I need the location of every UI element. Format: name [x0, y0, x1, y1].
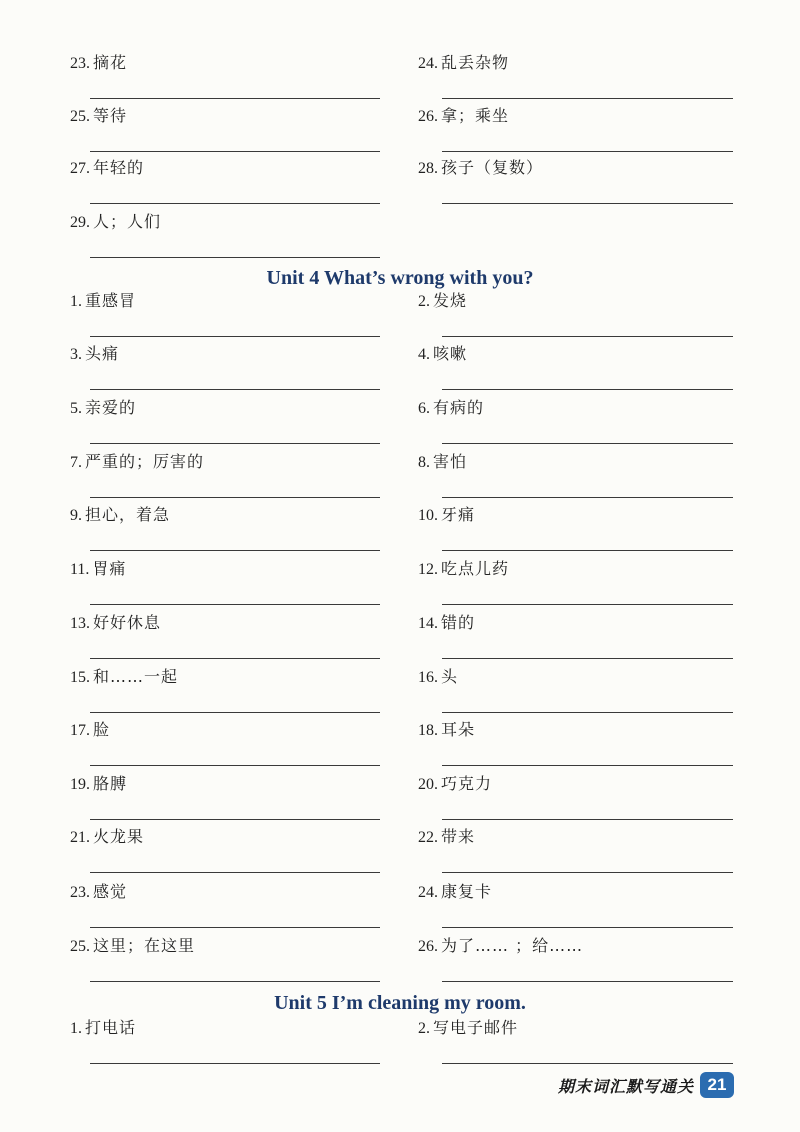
item-text: 严重的；厉害的: [85, 452, 205, 471]
item-number: 26.: [418, 108, 438, 125]
vocab-item: [70, 344, 400, 394]
vocab-prompt: [70, 1018, 136, 1039]
item-number: 16.: [418, 669, 438, 686]
vocab-row: [0, 291, 800, 341]
item-text: 害怕: [433, 452, 468, 471]
item-number: 18.: [418, 722, 438, 739]
vocab-prompt: [70, 212, 161, 233]
answer-line: [442, 497, 733, 498]
vocab-item: [70, 667, 400, 717]
vocab-item: [70, 559, 400, 609]
item-text: 康复卡: [441, 882, 493, 901]
vocab-item: [418, 158, 748, 208]
item-number: 1.: [70, 293, 82, 310]
item-text: 吃点儿药: [441, 559, 510, 578]
answer-line: [90, 550, 380, 551]
answer-line: [90, 981, 380, 982]
answer-line: [442, 819, 733, 820]
vocab-item: [70, 720, 400, 770]
item-text: 胃痛: [92, 559, 127, 578]
vocab-item: [70, 158, 400, 208]
vocab-prompt: [70, 53, 127, 74]
answer-line: [90, 497, 380, 498]
item-text: 发烧: [433, 291, 468, 310]
vocab-row: [0, 106, 800, 156]
item-text: 头痛: [85, 344, 120, 363]
vocab-prompt: [70, 398, 136, 419]
vocab-row: [0, 212, 800, 262]
vocab-row: [0, 53, 800, 103]
vocab-item: [70, 882, 400, 932]
item-number: 4.: [418, 346, 430, 363]
item-number: 1.: [70, 1020, 82, 1037]
vocab-item: [70, 774, 400, 824]
vocab-item: [418, 398, 748, 448]
vocab-row: [0, 344, 800, 394]
item-number: 20.: [418, 776, 438, 793]
item-text: 带来: [441, 827, 476, 846]
item-number: 24.: [418, 884, 438, 901]
answer-line: [90, 712, 380, 713]
vocab-item: [418, 1018, 748, 1068]
vocab-item: [70, 398, 400, 448]
item-number: 2.: [418, 1020, 430, 1037]
vocab-prompt: [70, 667, 178, 688]
item-text: 乱丢杂物: [441, 53, 510, 72]
answer-line: [90, 336, 380, 337]
vocab-row: [0, 559, 800, 609]
item-text: 等待: [93, 106, 128, 125]
answer-line: [90, 658, 380, 659]
vocab-row: [0, 398, 800, 448]
vocab-item: [418, 936, 748, 986]
vocab-prompt: [70, 936, 195, 957]
item-number: 3.: [70, 346, 82, 363]
vocab-item: [70, 827, 400, 877]
item-number: 24.: [418, 55, 438, 72]
vocab-prompt: [418, 720, 475, 741]
item-number: 23.: [70, 884, 90, 901]
vocab-prompt: [418, 667, 458, 688]
vocab-prompt: [418, 827, 475, 848]
item-text: 脸: [93, 720, 111, 739]
vocab-item: [418, 559, 748, 609]
answer-line: [90, 151, 380, 152]
answer-line: [90, 1063, 380, 1064]
vocab-prompt: [70, 774, 127, 795]
answer-line: [442, 336, 733, 337]
vocab-item: [70, 1018, 400, 1068]
vocab-item: [70, 936, 400, 986]
vocab-item: [418, 53, 748, 103]
item-text: 好好休息: [93, 613, 162, 632]
vocab-prompt: [418, 559, 509, 580]
answer-line: [442, 550, 733, 551]
vocab-row: [0, 452, 800, 502]
vocab-item: [70, 613, 400, 663]
item-text: 摘花: [93, 53, 128, 72]
item-number: 11.: [70, 561, 90, 578]
answer-line: [442, 443, 733, 444]
answer-line: [90, 927, 380, 928]
vocab-prompt: [70, 344, 119, 365]
unit-5-heading: Unit 5 I’m cleaning my room.: [274, 992, 526, 1014]
answer-line: [90, 765, 380, 766]
vocab-prompt: [70, 291, 136, 312]
item-text: 这里；在这里: [93, 936, 196, 955]
item-text: 感觉: [93, 882, 128, 901]
item-text: 耳朵: [441, 720, 476, 739]
item-text: 巧克力: [441, 774, 493, 793]
vocab-prompt: [418, 505, 475, 526]
item-number: 22.: [418, 829, 438, 846]
item-number: 13.: [70, 615, 90, 632]
vocab-prompt: [418, 53, 509, 74]
item-text: 有病的: [433, 398, 485, 417]
vocab-item: [418, 667, 748, 717]
answer-line: [90, 872, 380, 873]
vocab-row: [0, 505, 800, 555]
vocab-row: [0, 882, 800, 932]
vocab-item: [70, 212, 400, 262]
page-footer: [558, 1072, 734, 1098]
vocab-item: [418, 505, 748, 555]
item-text: 咳嗽: [433, 344, 468, 363]
answer-line: [90, 98, 380, 99]
page-number-badge: 21: [700, 1072, 734, 1098]
vocab-prompt: [418, 452, 467, 473]
vocab-prompt: [70, 882, 127, 903]
vocab-item: [418, 291, 748, 341]
item-number: 28.: [418, 160, 438, 177]
item-number: 19.: [70, 776, 90, 793]
item-number: 25.: [70, 938, 90, 955]
item-text: 胳膊: [93, 774, 128, 793]
item-text: 孩子（复数）: [441, 158, 544, 177]
vocab-item: [70, 53, 400, 103]
vocab-prompt: [418, 613, 475, 634]
vocab-item: [418, 106, 748, 156]
item-number: 7.: [70, 454, 82, 471]
vocab-prompt: [70, 827, 144, 848]
item-number: 27.: [70, 160, 90, 177]
item-number: 14.: [418, 615, 438, 632]
vocab-item: [418, 613, 748, 663]
vocab-row: [0, 1018, 800, 1068]
answer-line: [442, 604, 733, 605]
answer-line: [90, 257, 380, 258]
answer-line: [90, 389, 380, 390]
vocab-prompt: [70, 613, 161, 634]
answer-line: [442, 658, 733, 659]
vocab-row: [0, 936, 800, 986]
item-text: 头: [441, 667, 459, 686]
vocab-prompt: [418, 106, 509, 127]
answer-line: [442, 765, 733, 766]
vocab-row: [0, 827, 800, 877]
item-number: 5.: [70, 400, 82, 417]
answer-line: [442, 981, 733, 982]
item-text: 和……一起: [93, 667, 179, 686]
answer-line: [442, 203, 733, 204]
item-number: 25.: [70, 108, 90, 125]
item-text: 为了…… ；给……: [441, 936, 584, 955]
item-number: 29.: [70, 214, 90, 231]
item-text: 错的: [441, 613, 476, 632]
vocab-row: [0, 613, 800, 663]
item-number: 6.: [418, 400, 430, 417]
item-text: 写电子邮件: [433, 1018, 519, 1037]
vocab-row: [0, 667, 800, 717]
answer-line: [90, 819, 380, 820]
item-text: 人；人们: [93, 212, 162, 231]
vocab-prompt: [418, 398, 484, 419]
vocab-item: [418, 882, 748, 932]
item-number: 2.: [418, 293, 430, 310]
vocab-prompt: [70, 505, 170, 526]
vocab-prompt: [418, 158, 543, 179]
vocab-prompt: [70, 158, 144, 179]
vocab-row: [0, 720, 800, 770]
item-number: 17.: [70, 722, 90, 739]
vocab-row: [0, 774, 800, 824]
unit-4-heading: Unit 4 What’s wrong with you?: [266, 267, 534, 289]
item-number: 8.: [418, 454, 430, 471]
answer-line: [90, 604, 380, 605]
item-text: 亲爱的: [85, 398, 137, 417]
vocab-item: [70, 452, 400, 502]
item-text: 打电话: [85, 1018, 137, 1037]
vocab-item: [70, 505, 400, 555]
answer-line: [442, 872, 733, 873]
answer-line: [442, 1063, 733, 1064]
item-number: 15.: [70, 669, 90, 686]
answer-line: [442, 927, 733, 928]
vocab-prompt: [70, 720, 110, 741]
book-title: 期末词汇默写通关: [557, 1076, 694, 1096]
vocab-item: [418, 774, 748, 824]
vocab-prompt: [418, 344, 467, 365]
item-number: 9.: [70, 507, 82, 524]
vocab-item: [70, 106, 400, 156]
vocab-prompt: [70, 452, 204, 473]
answer-line: [442, 389, 733, 390]
answer-line: [442, 151, 733, 152]
vocab-prompt: [418, 882, 492, 903]
item-text: 拿；乘坐: [441, 106, 510, 125]
item-number: 21.: [70, 829, 90, 846]
vocab-item: [70, 291, 400, 341]
item-number: 10.: [418, 507, 438, 524]
vocab-prompt: [70, 106, 127, 127]
answer-line: [442, 712, 733, 713]
item-text: 牙痛: [441, 505, 476, 524]
vocab-prompt: [418, 774, 492, 795]
vocab-item: [418, 344, 748, 394]
answer-line: [442, 98, 733, 99]
item-text: 年轻的: [93, 158, 145, 177]
answer-line: [90, 203, 380, 204]
item-number: 26.: [418, 938, 438, 955]
item-text: 火龙果: [93, 827, 145, 846]
item-text: 重感冒: [85, 291, 137, 310]
item-text: 担心，着急: [85, 505, 171, 524]
vocab-item: [418, 452, 748, 502]
vocab-prompt: [418, 1018, 518, 1039]
item-number: 12.: [418, 561, 438, 578]
vocab-row: [0, 158, 800, 208]
vocab-item: [418, 720, 748, 770]
item-number: 23.: [70, 55, 90, 72]
vocab-prompt: [418, 936, 583, 957]
answer-line: [90, 443, 380, 444]
vocab-prompt: [418, 291, 467, 312]
vocab-prompt: [70, 559, 126, 580]
vocab-item: [418, 827, 748, 877]
